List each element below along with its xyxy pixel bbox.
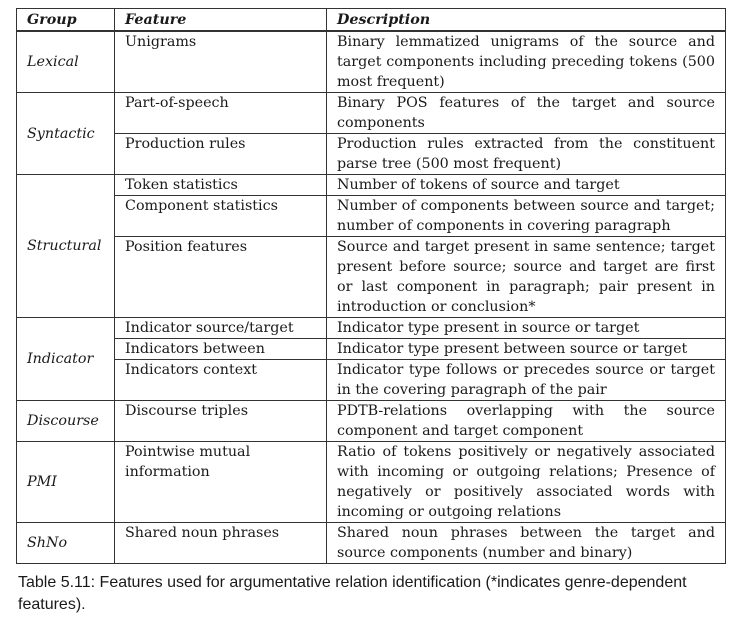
feature-cell: Indicators context — [115, 360, 327, 401]
description-cell: Indicator type follows or precedes source or target in the covering paragraph of the pair — [327, 360, 726, 401]
feature-cell: Part-of-speech — [115, 93, 327, 134]
description-cell: Binary POS features of the target and source components — [327, 93, 726, 134]
feature-cell: Shared noun phrases — [115, 523, 327, 564]
feature-cell: Token statistics — [115, 175, 327, 196]
table-row — [17, 523, 726, 564]
feature-cell: Pointwise mutual information — [115, 442, 327, 523]
table-row — [17, 318, 726, 339]
description-cell: Indicator type present between source or target — [327, 339, 726, 360]
group-shno: ShNo — [17, 523, 115, 564]
table-row — [17, 401, 726, 442]
table-caption: Table 5.11: Features used for argumentative relation identification (*indicates genre-dependent features). — [18, 574, 687, 613]
features-table — [16, 8, 726, 564]
description-cell: Number of tokens of source and target — [327, 175, 726, 196]
description-cell: Binary lemmatized unigrams of the source and target components including preceding tokens (500 most frequent) — [327, 31, 726, 93]
feature-cell: Position features — [115, 237, 327, 318]
group-syntactic: Syntactic — [17, 93, 115, 175]
group-discourse: Discourse — [17, 401, 115, 442]
feature-cell: Production rules — [115, 134, 327, 175]
table-row — [17, 442, 726, 523]
table-row — [17, 93, 726, 134]
description-cell: Source and target present in same sentence; target present before source; source and target are first or last component in paragraph; pair present in introduction or conclusion* — [327, 237, 726, 318]
feature-cell: Unigrams — [115, 31, 327, 93]
header-description: Description — [327, 9, 726, 32]
group-structural: Structural — [17, 175, 115, 318]
table-row — [17, 237, 726, 318]
table-row — [17, 31, 726, 93]
feature-cell: Indicator source/target — [115, 318, 327, 339]
header-row — [17, 9, 726, 32]
group-indicator: Indicator — [17, 318, 115, 401]
table-row — [17, 175, 726, 196]
table-row — [17, 134, 726, 175]
description-cell: Ratio of tokens positively or negatively associated with incoming or outgoing relations; Presence of negatively or positively associated words with incoming or outgoing relations — [327, 442, 726, 523]
table-row — [17, 339, 726, 360]
table-row — [17, 360, 726, 401]
header-feature: Feature — [115, 9, 327, 32]
group-pmi: PMI — [17, 442, 115, 523]
description-cell: Indicator type present in source or target — [327, 318, 726, 339]
description-cell: Number of components between source and target; number of components in covering paragraph — [327, 196, 726, 237]
header-group: Group — [17, 9, 115, 32]
description-cell: Shared noun phrases between the target and source components (number and binary) — [327, 523, 726, 564]
feature-cell: Discourse triples — [115, 401, 327, 442]
group-lexical: Lexical — [17, 31, 115, 93]
description-cell: PDTB-relations overlapping with the source component and target component — [327, 401, 726, 442]
table-row — [17, 196, 726, 237]
description-cell: Production rules extracted from the constituent parse tree (500 most frequent) — [327, 134, 726, 175]
feature-cell: Component statistics — [115, 196, 327, 237]
feature-cell: Indicators between — [115, 339, 327, 360]
